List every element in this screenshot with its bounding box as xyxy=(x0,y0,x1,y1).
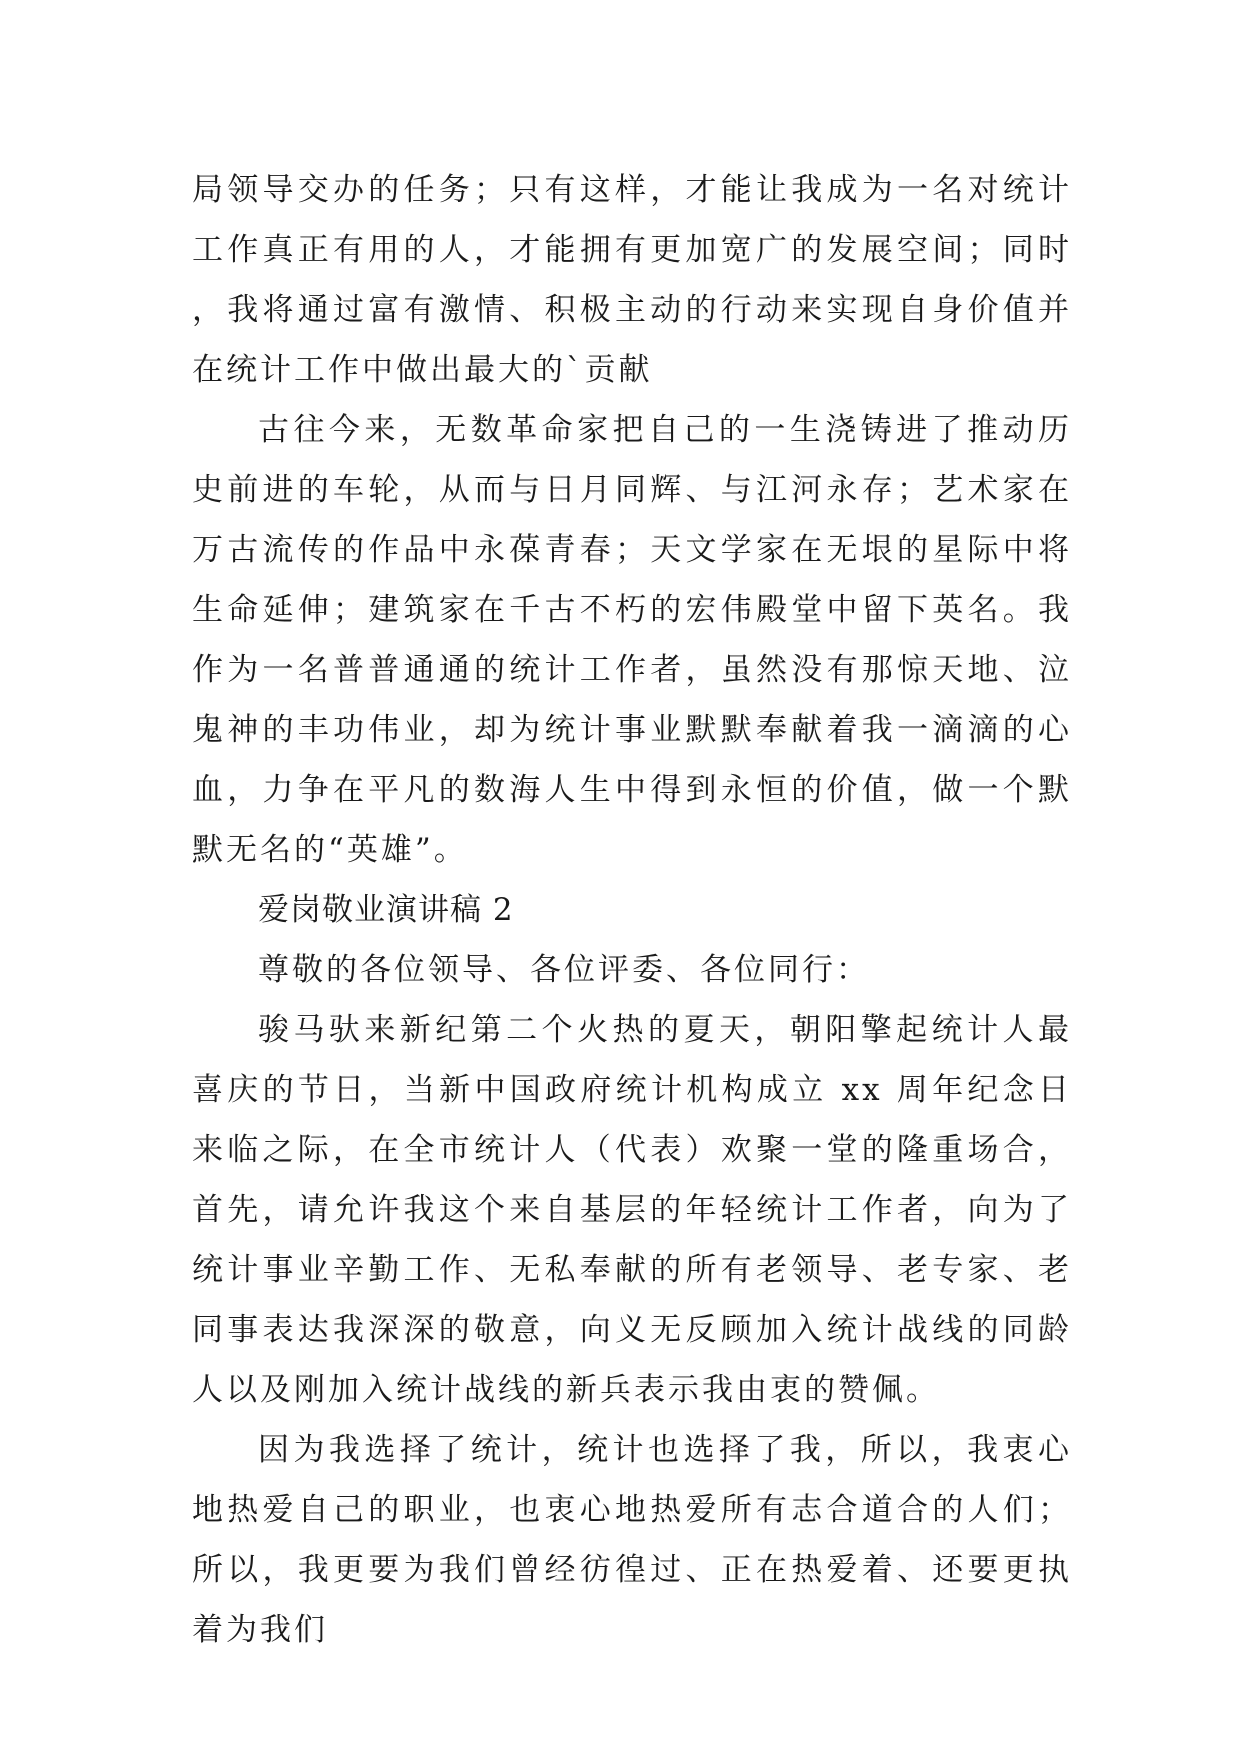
paragraph-opening: 骏马驮来新纪第二个火热的夏天，朝阳擎起统计人最喜庆的节日，当新中国政府统计机构成立 xx 周年纪念日来临之际，在全市统计人（代表）欢聚一堂的隆重场合，首先，请允许我这个来自基层的年轻统计工作者，向为了统计事业辛勤工作、无私奉献的所有老领导、老专家、老同事表达我深深的敬意，向义无反顾加入统计战线的同龄人以及刚加入统计战线的新兵表示我由衷的赞佩。 xyxy=(192,1012,1072,1408)
speech-title: 爱岗敬业演讲稿 2 xyxy=(258,892,514,928)
paragraph-history: 古往今来，无数革命家把自己的一生浇铸进了推动历史前进的车轮，从而与日月同辉、与江河永存；艺术家在万古流传的作品中永葆青春；天文学家在无垠的星际中将生命延伸；建筑家在千古不朽的宏伟殿堂中留下英名。我作为一名普普通通的统计工作者，虽然没有那惊天地、泣鬼神的丰功伟业，却为统计事业默默奉献着我一滴滴的心血，力争在平凡的数海人生中得到永恒的价值，做一个默默无名的“英雄”。 xyxy=(192,412,1072,868)
paragraph-choice: 因为我选择了统计，统计也选择了我，所以，我衷心地热爱自己的职业，也衷心地热爱所有志合道合的人们；所以，我更要为我们曾经彷徨过、正在热爱着、还要更执着为我们 xyxy=(192,1432,1072,1648)
document-body xyxy=(192,160,1072,1660)
paragraph-continuation: 局领导交办的任务；只有这样，才能让我成为一名对统计工作真正有用的人，才能拥有更加宽广的发展空间；同时，我将通过富有激情、积极主动的行动来实现自身价值并在统计工作中做出最大的`贡献 xyxy=(192,172,1072,388)
speech-salutation: 尊敬的各位领导、各位评委、各位同行： xyxy=(258,952,870,988)
